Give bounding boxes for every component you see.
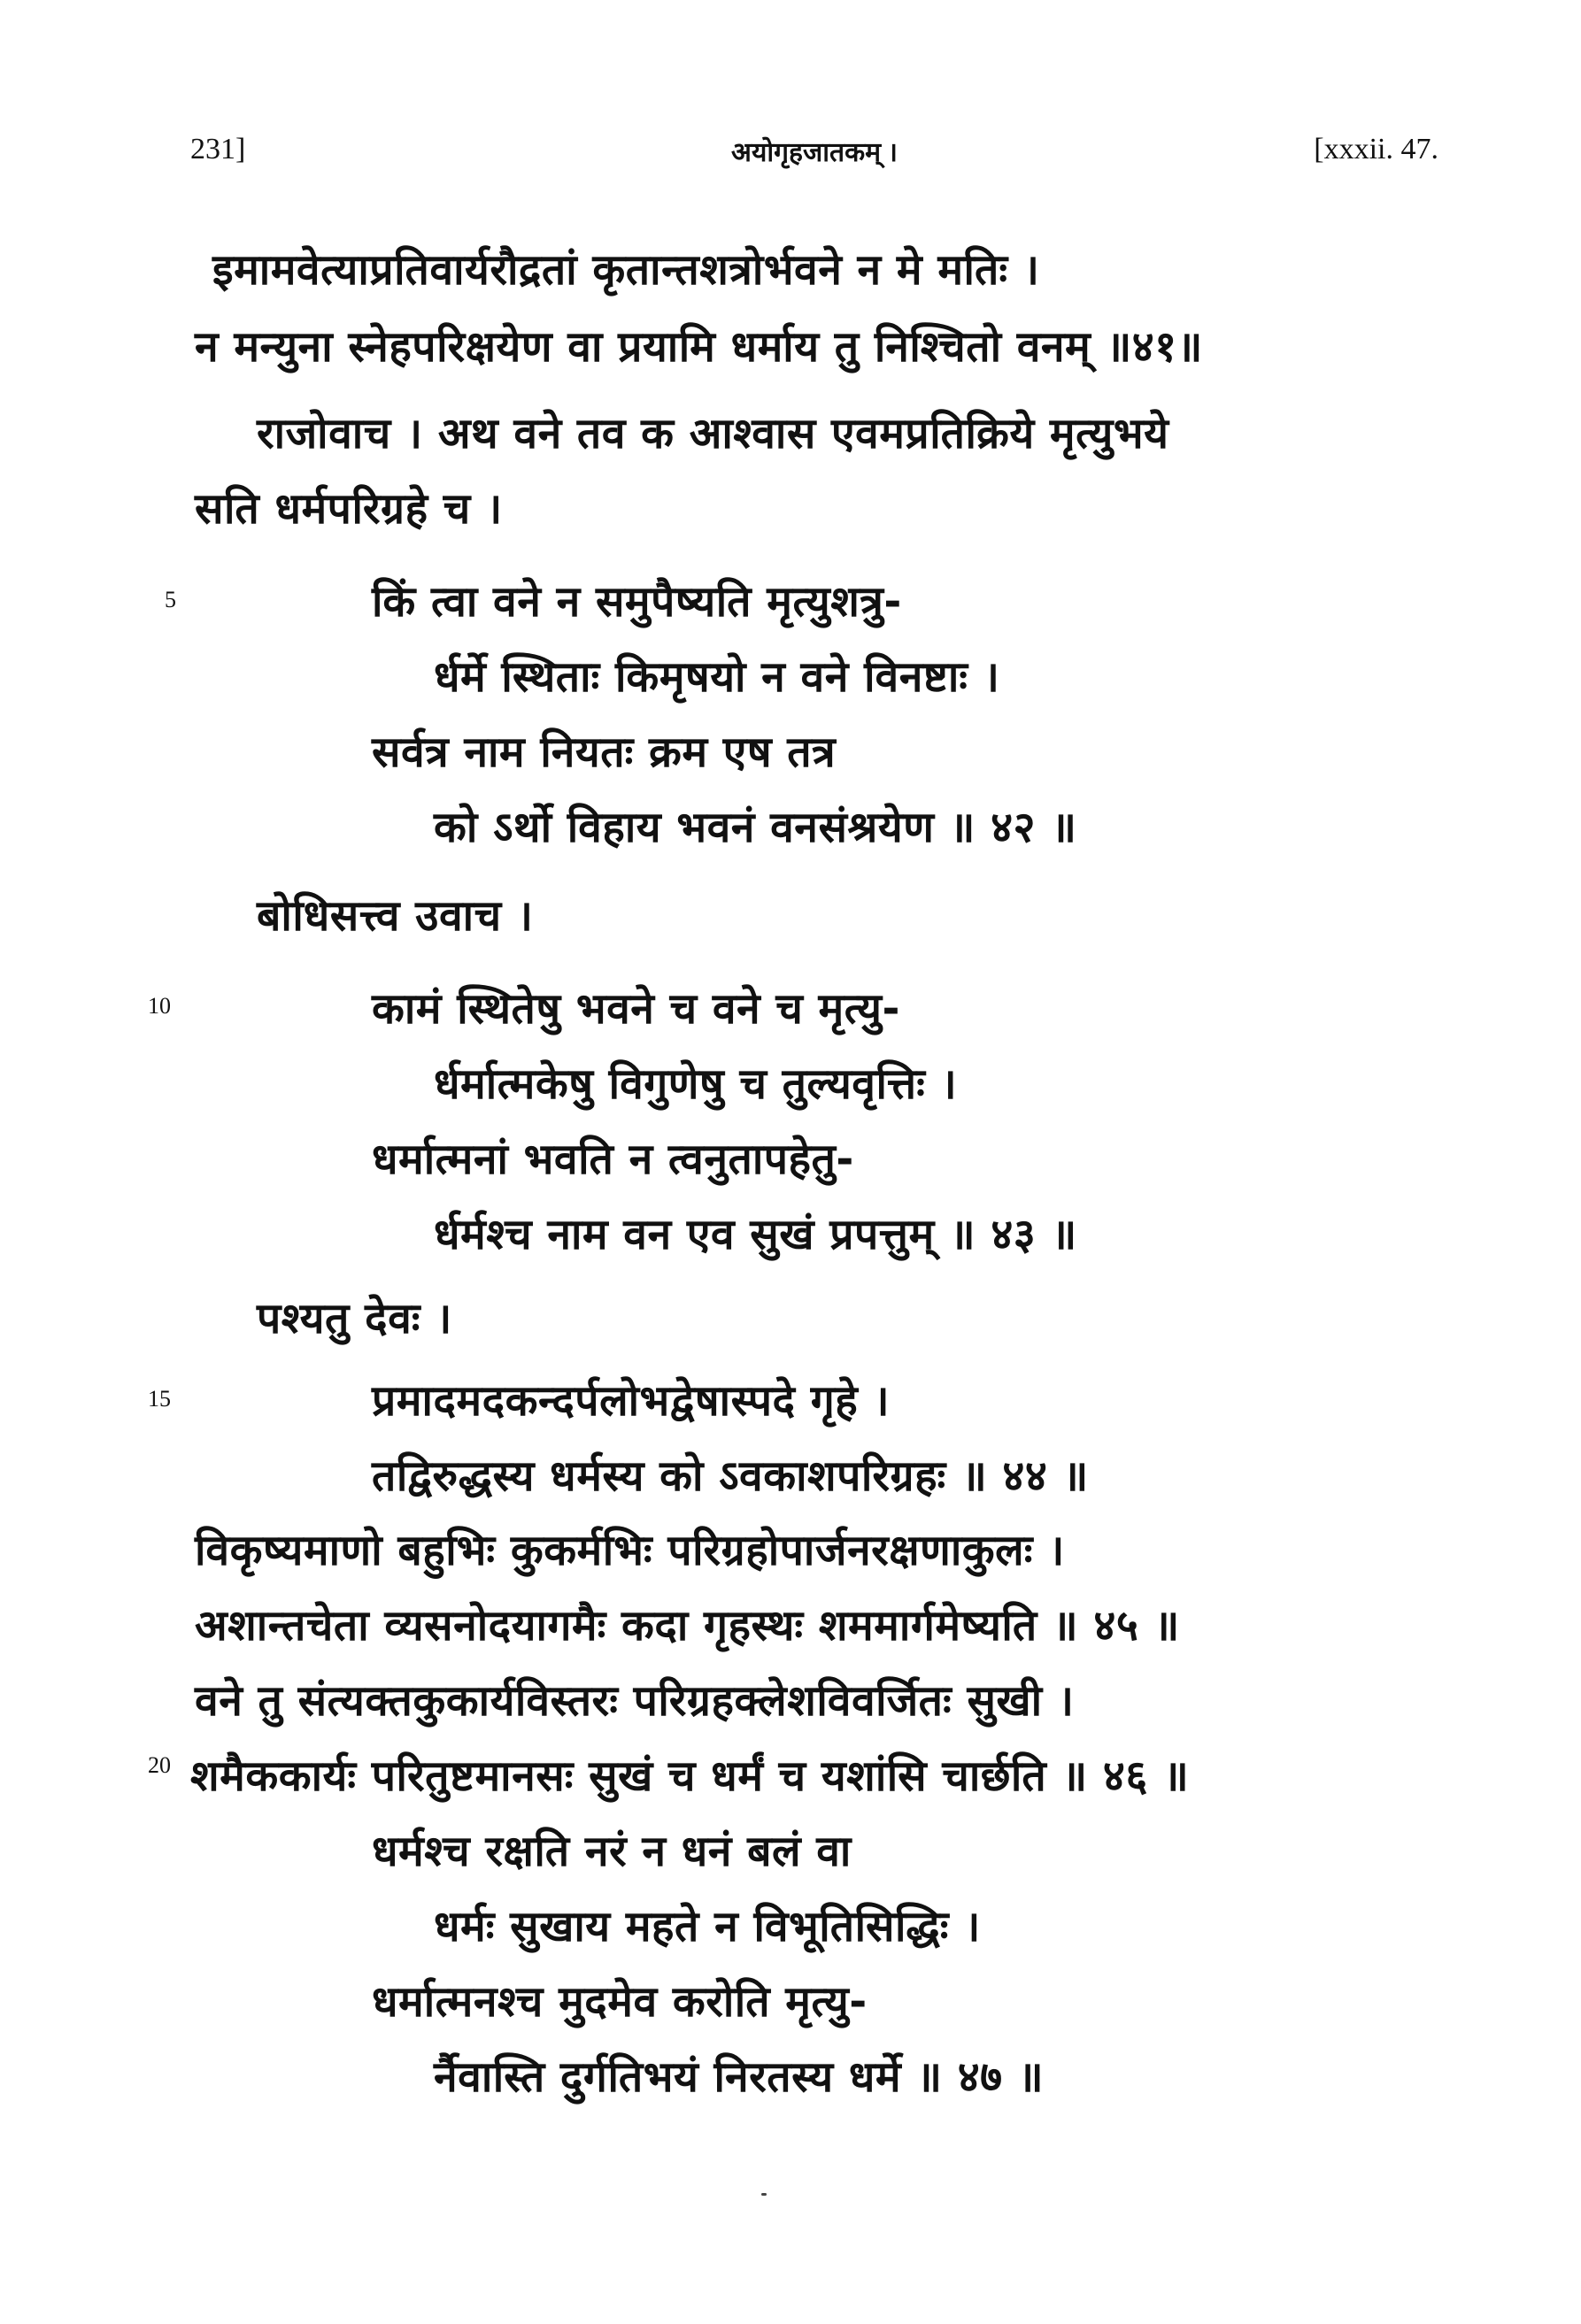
verse-44-line-a: प्रमादमदकन्दर्पलोभद्वेषास्पदे गृहे । xyxy=(372,1376,891,1426)
speaker-line: बोधिसत्त्व उवाच । xyxy=(257,891,534,941)
verse-46-line-b: शमैककार्यः परितुष्टमानसः सुखं च धर्मं च यशांसि चार्छति ॥ ४६ ॥ xyxy=(190,1751,1190,1801)
line-number-15: 15 xyxy=(148,1386,171,1412)
verse-43-pada-b: र्धर्मात्मकेषु विगुणेषु च तुल्यवृत्तिः । xyxy=(434,1059,958,1109)
verse-42-pada-b: र्धर्मे स्थिताः किमृषयो न वने विनष्टाः । xyxy=(434,652,1000,702)
ink-speck xyxy=(761,2193,767,2196)
text-line-4: सति धर्मपरिग्रहे च । xyxy=(195,484,503,534)
verse-45-line-a: विकृष्यमाणो बहुभिः कुकर्मभिः परिग्रहोपार्जनरक्षणाकुलः । xyxy=(195,1526,1065,1575)
line-number-10: 10 xyxy=(148,993,171,1019)
page-reference: 231] xyxy=(190,133,246,165)
verse-47-pada-d: र्नैवास्ति दुर्गतिभयं निरतस्य धर्मे ॥ ४७ ॥ xyxy=(434,2052,1045,2102)
text-line-3: राजोवाच । अथ वने तव क आश्वास एवमप्रतिक्रिये मृत्युभये xyxy=(257,409,1169,458)
verse-43-pada-c: धर्मात्मनां भवति न त्वनुतापहेतु- xyxy=(372,1135,854,1184)
verse-42-pada-d: को ऽर्थो विहाय भवनं वनसंश्रयेण ॥ ४२ ॥ xyxy=(434,803,1077,852)
verse-44-line-b: तद्विरुद्धस्य धर्मस्य को ऽवकाशपरिग्रहः ॥ ४४ ॥ xyxy=(372,1451,1089,1501)
page-header xyxy=(190,133,1438,186)
verse-43-pada-a: कामं स्थितेषु भवने च वने च मृत्यु- xyxy=(372,984,900,1034)
verse-42-pada-c: सर्वत्र नाम नियतः क्रम एष तत्र xyxy=(372,727,837,777)
line-number-20: 20 xyxy=(148,1752,171,1778)
address-line: पश्यतु देवः । xyxy=(257,1294,452,1343)
line-number-5: 5 xyxy=(165,587,176,612)
verse-45-line-b: अशान्तचेता व्यसनोदयागमैः कदा गृहस्थः शममार्गमेष्यति ॥ ४५ ॥ xyxy=(195,1601,1180,1651)
running-title: अयोगृहजातकम् । xyxy=(731,138,898,167)
text-line-1: इमामवेत्याप्रतिवार्यरौद्रतां कृतान्तशत्रोर्भवने न मे मतिः । xyxy=(212,245,1040,295)
verse-42-pada-a: किं त्वा वने न समुपैष्यति मृत्युशत्रु- xyxy=(372,577,902,627)
verse-47-pada-a: धर्मश्च रक्षति नरं न धनं बलं वा xyxy=(372,1827,852,1876)
text-line-2: न मन्युना स्नेहपरिक्षयेण वा प्रयामि धर्माय तु निश्चितो वनम् ॥४१॥ xyxy=(195,322,1203,372)
verse-43-pada-d: र्धर्मश्च नाम वन एव सुखं प्रपत्तुम् ॥ ४३ ॥ xyxy=(434,1210,1077,1259)
verse-46-line-a: वने तु संत्यक्तकुकार्यविस्तरः परिग्रहक्लेशविवर्जितः सुखी । xyxy=(195,1676,1075,1726)
section-reference: [xxxii. 47. xyxy=(1314,133,1438,165)
verse-47-pada-c: धर्मात्मनश्च मुदमेव करोति मृत्यु- xyxy=(372,1977,868,2027)
verse-47-pada-b: धर्मः सुखाय महते न विभूतिसिद्धिः । xyxy=(434,1902,981,1951)
